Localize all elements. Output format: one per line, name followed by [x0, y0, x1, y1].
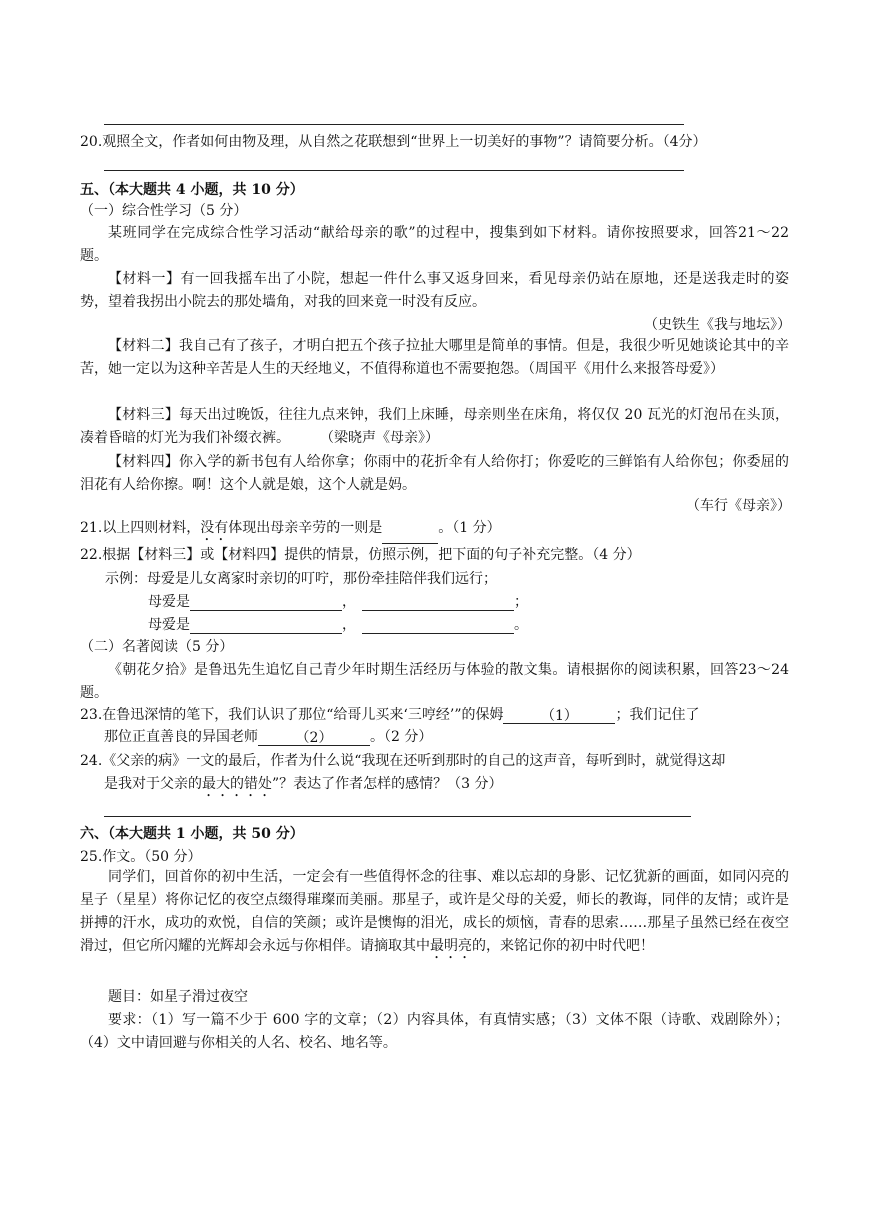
q23-text: 那位正直善良的异国老师	[104, 729, 258, 745]
q21-emphasis: 没有	[200, 520, 229, 536]
punct: ；	[514, 594, 528, 610]
intro-paragraph: 某班同学在完成综合性学习活动“献给母亲的歌”的过程中，搜集到如下材料。请你按照要求，回答21～22 题。	[80, 225, 789, 264]
answer-blank[interactable]	[362, 617, 514, 634]
material-4: 【材料四】你入学的新书包有人给你拿；你雨中的花折伞有人给你打；你爱吃的三鲜馅有人给你包；你委屈的泪花有人给你擦。啊！这个人就是娘，这个人就是妈。	[80, 454, 789, 493]
q21-text: 。（1 分）	[438, 520, 501, 536]
fill-prefix: 母爱是	[148, 594, 190, 610]
section-6-title: 六、（本大题共 1 小题，共 50 分）	[80, 826, 304, 842]
question-23-cont	[104, 728, 791, 746]
material-3-source: （梁晓声《母亲》）	[320, 430, 439, 446]
prompt-emphasis: 最明亮	[430, 938, 472, 954]
material-2: 【材料二】我自己有了孩子，才明白把五个孩子拉扯大哪里是简单的事情。但是，我很少听见她谈论其中的辛苦，她一定以为这种辛苦是人生的天经地义，不值得称道也不需要抱怨。（周国平《用什么来报答母爱》）	[80, 338, 789, 377]
answer-blank[interactable]	[503, 707, 615, 724]
fill-line-2	[148, 616, 791, 634]
q24-text: ”？表达了作者怎样的感情？（3 分）	[272, 776, 503, 792]
prompt-text: 的，来铭记你的初中时代吧！	[472, 938, 654, 954]
q23-text: 。（2 分）	[370, 729, 433, 745]
material-3	[80, 404, 789, 450]
answer-blank[interactable]	[382, 527, 438, 544]
answer-line	[104, 124, 684, 125]
q24-emphasis: 最大的错处	[202, 776, 272, 792]
question-20: 20.观照全文，作者如何由物及理，从自然之花联想到“世界上一切美好的事物”？请简要分析。（4分）	[80, 134, 707, 150]
question-24-cont	[104, 775, 791, 800]
part-2-title: （二）名著阅读（5 分）	[80, 639, 234, 655]
question-24: 24.《父亲的病》一文的最后，作者为什么说“我现在还听到那时的自己的这声音，每听到时，就觉得这却	[80, 753, 726, 769]
punct: ，	[342, 594, 356, 610]
blank-label: （1）	[541, 708, 578, 724]
punct: ，	[342, 617, 356, 633]
q21-text: 21.以上四则材料，	[80, 520, 201, 536]
question-21	[80, 519, 791, 544]
composition-prompt	[80, 866, 789, 962]
question-25: 25.作文。（50 分）	[80, 849, 202, 865]
punct: 。	[514, 617, 528, 633]
q21-text: 体现出母亲辛劳的一则是	[228, 520, 383, 536]
q23-text: 23.在鲁迅深情的笔下，我们认识了那位“给哥儿买来‘三哼经’”的保姆	[80, 707, 504, 723]
q23-text: ；我们记住了	[615, 707, 700, 723]
answer-blank[interactable]	[190, 594, 342, 611]
answer-blank[interactable]	[190, 617, 342, 634]
blank-label: （2）	[295, 730, 333, 746]
composition-requirements: 要求：（1）写一篇不少于 600 字的文章；（2）内容具体，有真情实感；（3）文体不限（诗歌、戏剧除外）；（4）文中请回避与你相关的人名、校名、地名等。	[80, 1012, 789, 1051]
part-1-title: （一）综合性学习（5 分）	[80, 203, 248, 219]
question-22: 22.根据【材料三】或【材料四】提供的情景，仿照示例，把下面的句子补充完整。（4 分）	[80, 547, 641, 563]
material-1-source: （史铁生《我与地坛》）	[644, 317, 791, 333]
answer-line	[104, 170, 684, 171]
material-4-source: （车行《母亲》）	[686, 498, 791, 514]
material-1: 【材料一】有一回我摇车出了小院，想起一件什么事又返身回来，看见母亲仍站在原地，还是送我走时的姿势，望着我拐出小院去的那处墙角，对我的回来竟一时没有反应。	[80, 271, 789, 310]
answer-blank[interactable]	[362, 594, 514, 611]
section-5-title: 五、（本大题共 4 小题，共 10 分）	[80, 182, 304, 198]
answer-line	[104, 816, 691, 817]
question-23	[80, 706, 791, 724]
intro-paragraph-2: 《朝花夕拾》是鲁迅先生追忆自己青少年时期生活经历与体验的散文集。请根据你的阅读积累，回答23～24 题。	[80, 662, 789, 701]
material-3-text: 【材料三】每天出过晚饭，往往九点来钟，我们上床睡，母亲则坐在床角，将仅仅 20 瓦光的灯泡吊在头顶，凑着昏暗的灯光为我们补缀衣裤。	[80, 407, 789, 446]
fill-prefix: 母爱是	[148, 617, 190, 633]
fill-line-1	[148, 593, 791, 611]
q24-text: 是我对于父亲的	[104, 776, 202, 792]
prompt-text: 同学们，回首你的初中生活，一定会有一些值得怀念的往事、难以忘却的身影、记忆犹新的画面，如同闪亮的星子（星星）将你记忆的夜空点缀得璀璨而美丽。那星子，或许是父母的关爱，师长的教诲，同伴的友情；或许是拼搏的汗水，成功的欢悦，自信的笑颜；或许是懊悔的泪光，成长的烦恼，青春的思索……那星子虽然已经在夜空滑过，但它所闪耀的光辉却会永远与你相伴。请摘取其中	[80, 869, 789, 954]
answer-blank[interactable]	[258, 729, 370, 746]
example-line: 示例：母爱是儿女离家时亲切的叮咛，那份牵挂陪伴我们远行；	[105, 571, 497, 587]
composition-topic: 题目：如星子滑过夜空	[108, 989, 248, 1005]
